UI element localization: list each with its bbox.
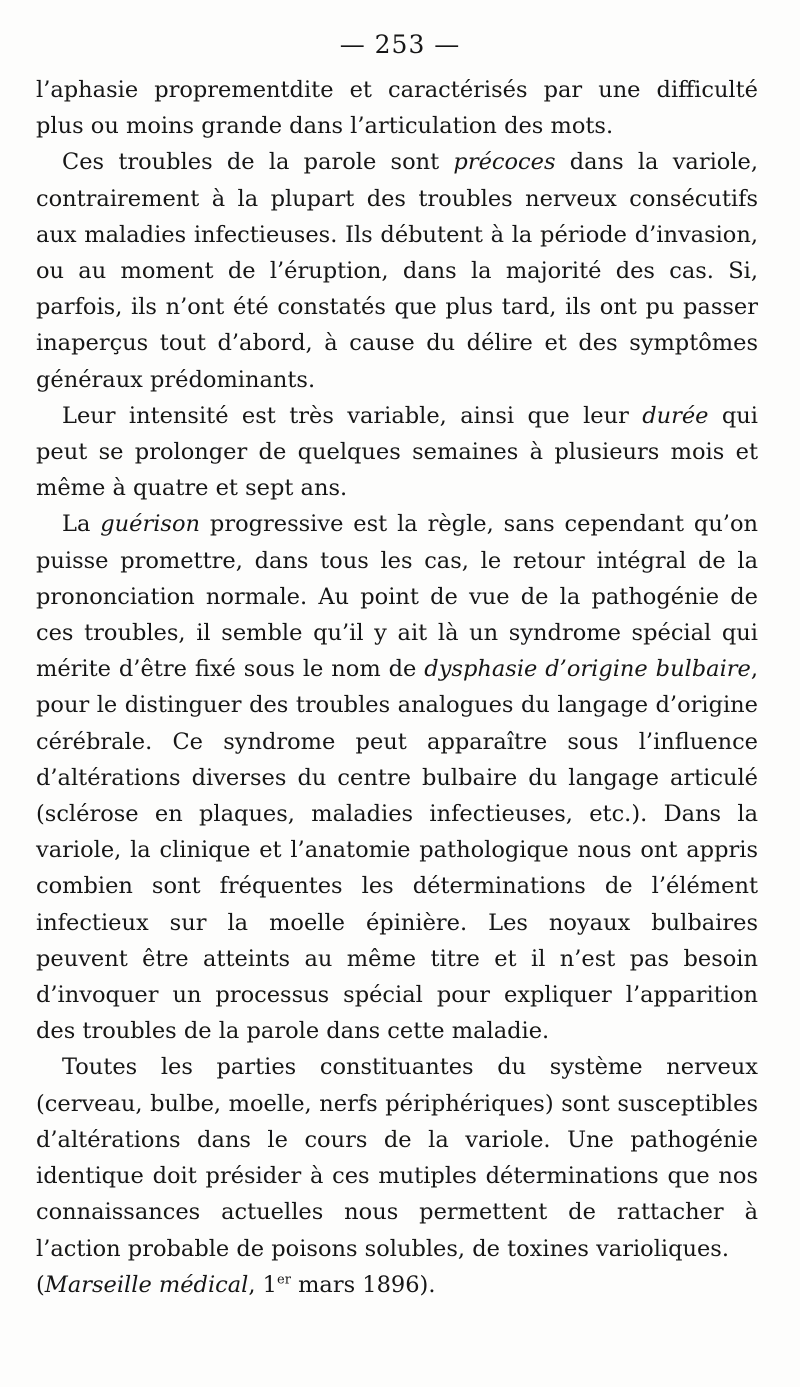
citation-separator: , 1	[248, 1271, 277, 1298]
journal-name: Marseille médical	[44, 1271, 249, 1298]
text-run: qui peut se prolonger de quelques semaines à plusieurs mois et même à quatre et sept ans.	[36, 402, 758, 502]
italic-text: dysphasie d’origine bulbaire	[424, 656, 751, 683]
paragraph	[36, 1049, 758, 1266]
text-run: dans la variole, contrairement à la plupart des troubles nerveux consécutifs aux maladies infectieuses. Ils débutent à la période d’invasion, ou au moment de l’éruption, dans la majorité des cas. Si, parfois, ils n’ont été constatés que plus tard, ils ont pu passer inaperçus tout d’abord, à cause du délire et des symptômes généraux prédominants.	[36, 149, 758, 393]
citation-open-paren: (	[36, 1271, 45, 1298]
italic-text: durée	[642, 402, 709, 429]
paragraph	[36, 144, 758, 397]
paragraph	[36, 398, 758, 507]
citation-date: mars 1896).	[290, 1271, 436, 1298]
paragraph	[36, 72, 758, 144]
text-run: La	[62, 511, 101, 538]
italic-text: guérison	[100, 511, 201, 538]
page-number: — 253 —	[339, 30, 461, 59]
body-text	[36, 72, 758, 1303]
italic-text: précoces	[453, 149, 556, 176]
paragraph	[36, 506, 758, 1049]
source-citation	[36, 1267, 758, 1303]
text-run: Toutes les parties constituantes du système nerveux (cerveau, bulbe, moelle, nerfs périphériques) sont susceptibles d’altérations dans le cours de la variole. Une pathogénie identique doit présider à ces mutiples déterminations que nos connaissances actuelles nous permettent de rattacher à l’action probable de poisons solubles, de toxines varioliques.	[36, 1054, 758, 1262]
text-run: , pour le distinguer des troubles analogues du langage d’origine cérébrale. Ce syndrome peut apparaître sous l’influence d’altérations diverses du centre bulbaire du langage articulé (sclérose en plaques, maladies infectieuses, etc.). Dans la variole, la clinique et l’anatomie pathologique nous ont appris combien sont fréquentes les déterminations de l’élément infectieux sur la moelle épinière. Les noyaux bulbaires peuvent être atteints au même titre et il n’est pas besoin d’invoquer un processus spécial pour expliquer l’apparition des troubles de la parole dans cette maladie.	[36, 656, 758, 1045]
text-run: Leur intensité est très variable, ainsi que leur	[62, 402, 643, 429]
text-run: Ces troubles de la parole sont	[62, 149, 454, 176]
text-run: l’aphasie proprementdite et caractérisés par une difficulté plus ou moins grande dans l’articulation des mots.	[36, 77, 758, 140]
ordinal-superscript: er	[277, 1272, 291, 1288]
text-run: progressive est la règle, sans cependant qu’on puisse promettre, dans tous les cas, le retour intégral de la prononciation normale. Au point de vue de la pathogénie de ces troubles, il semble qu’il y ait là un syndrome spécial qui mérite d’être fixé sous le nom de	[36, 511, 758, 683]
